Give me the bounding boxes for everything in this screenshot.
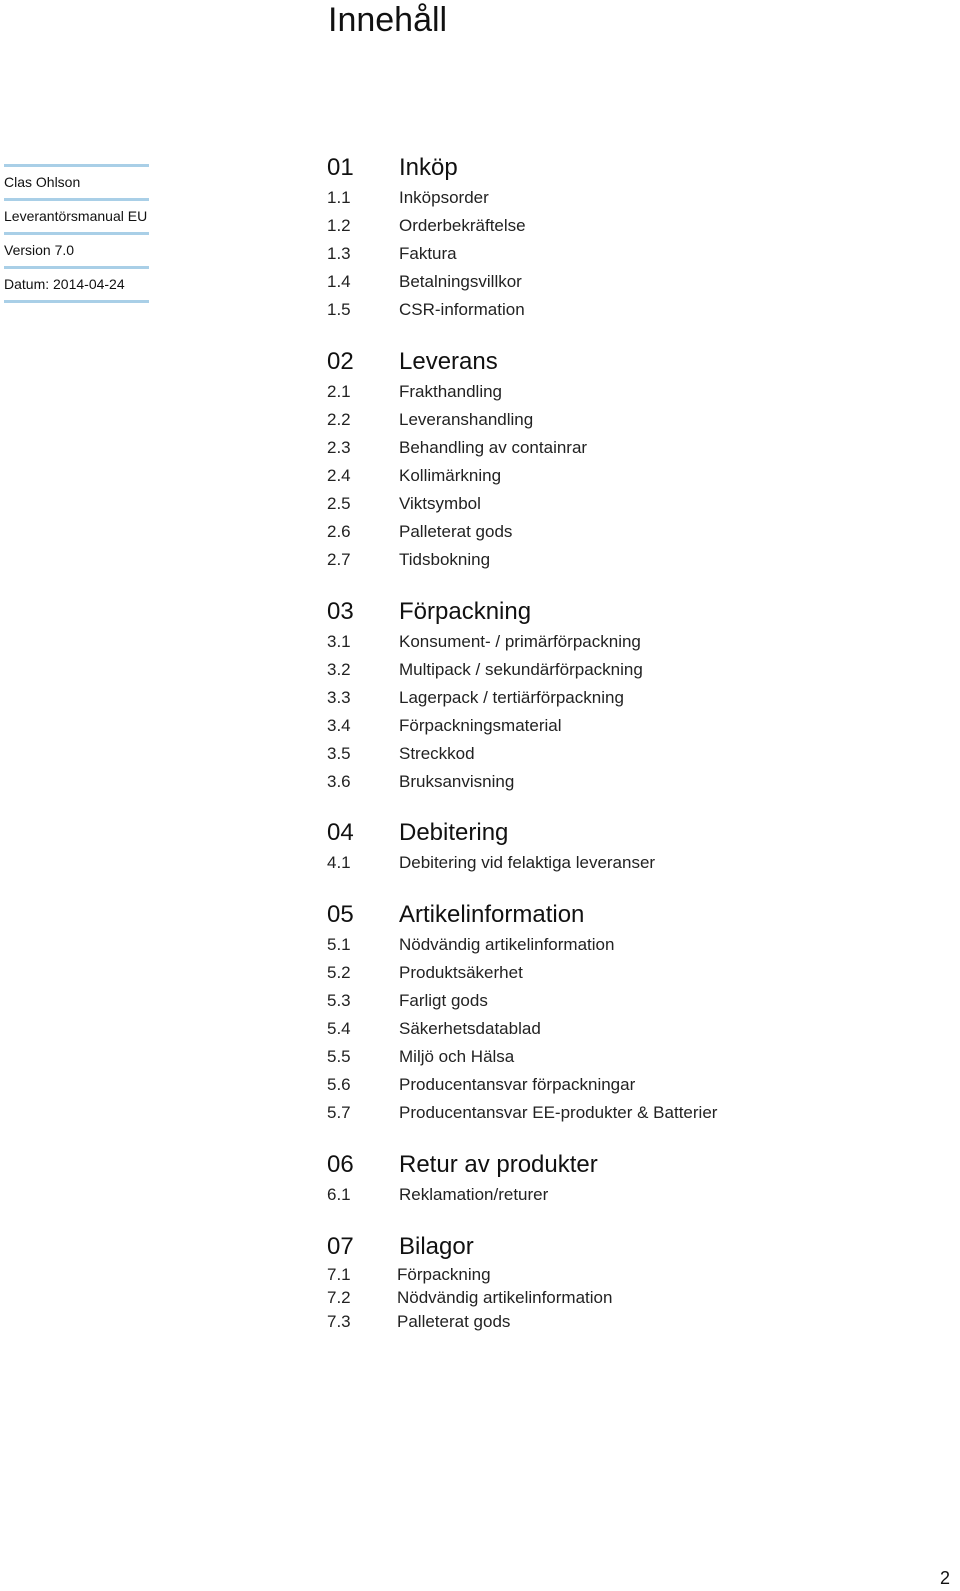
section-number: 06 [327, 1150, 354, 1178]
item-number: 1.2 [327, 216, 351, 235]
toc-item[interactable] [327, 1310, 947, 1334]
toc-item[interactable] [327, 987, 947, 1015]
toc-item[interactable] [327, 849, 947, 877]
section-title: Inköp [399, 154, 458, 181]
document-meta-sidebar [0, 164, 150, 303]
toc-section-heading[interactable] [327, 899, 947, 931]
item-number: 2.3 [327, 437, 351, 457]
item-number: 7.3 [327, 1311, 351, 1331]
section-number: 02 [327, 347, 354, 375]
toc-item[interactable] [327, 931, 947, 959]
toc-item[interactable] [327, 184, 947, 212]
item-number: 7.1 [327, 1264, 351, 1284]
item-number: 5.4 [327, 1019, 351, 1039]
section-number: 05 [327, 901, 354, 929]
toc-item[interactable] [327, 1181, 947, 1209]
item-label: Producentansvar EE-produkter & Batterier [399, 1103, 718, 1123]
toc-section-02 [327, 346, 947, 574]
item-label: Palleterat gods [397, 1311, 511, 1331]
item-label: Farligt gods [399, 991, 488, 1011]
toc-section-heading[interactable] [327, 817, 947, 849]
item-label: Streckkod [399, 743, 475, 763]
toc-section-06 [327, 1149, 947, 1209]
item-number: 5.6 [327, 1075, 351, 1095]
item-label: Betalningsvillkor [399, 272, 522, 291]
item-number: 2.7 [327, 549, 351, 569]
table-of-contents [327, 152, 947, 1355]
item-label: Nödvändig artikelinformation [399, 935, 615, 955]
item-label: Behandling av containrar [399, 437, 588, 457]
toc-item[interactable] [327, 656, 947, 684]
item-label: Frakthandling [399, 381, 503, 401]
item-label: Leveranshandling [399, 409, 534, 429]
section-number: 01 [327, 154, 354, 181]
item-label: Orderbekräftelse [399, 216, 526, 235]
toc-item[interactable] [327, 1263, 947, 1287]
meta-version: Version 7.0 [4, 242, 75, 258]
item-label: Bruksanvisning [399, 771, 515, 791]
toc-item[interactable] [327, 518, 947, 546]
toc-item[interactable] [327, 1043, 947, 1071]
meta-company: Clas Ohlson [4, 174, 81, 190]
item-label: Inköpsorder [399, 188, 489, 207]
item-number: 2.1 [327, 381, 351, 401]
page-title: Innehåll [328, 1, 448, 39]
meta-date: Datum: 2014-04-24 [4, 276, 125, 292]
item-label: Konsument- / primärförpackning [399, 631, 641, 651]
toc-item[interactable] [327, 268, 947, 296]
item-label: Debitering vid felaktiga leveranser [399, 853, 656, 873]
toc-section-04 [327, 817, 947, 877]
item-number: 7.2 [327, 1288, 351, 1308]
toc-section-heading[interactable] [327, 596, 947, 628]
item-label: Produktsäkerhet [399, 963, 523, 983]
item-label: Förpackningsmaterial [399, 715, 562, 735]
section-title: Retur av produkter [399, 1150, 598, 1178]
toc-item[interactable] [327, 212, 947, 240]
item-number: 5.2 [327, 963, 351, 983]
item-label: Producentansvar förpackningar [399, 1075, 636, 1095]
toc-item[interactable] [327, 959, 947, 987]
toc-section-heading[interactable] [327, 346, 947, 378]
toc-item[interactable] [327, 546, 947, 574]
item-label: Reklamation/returer [399, 1184, 549, 1204]
item-label: Multipack / sekundärförpackning [399, 659, 643, 679]
item-number: 1.1 [327, 188, 351, 207]
toc-section-07 [327, 1231, 947, 1334]
item-number: 2.6 [327, 521, 351, 541]
toc-section-01 [327, 152, 947, 324]
toc-item[interactable] [327, 712, 947, 740]
toc-item[interactable] [327, 434, 947, 462]
item-number: 2.2 [327, 409, 351, 429]
toc-item[interactable] [327, 490, 947, 518]
toc-item[interactable] [327, 1071, 947, 1099]
item-number: 3.5 [327, 743, 351, 763]
toc-item[interactable] [327, 768, 947, 796]
item-number: 3.4 [327, 715, 351, 735]
meta-divider [4, 300, 149, 303]
item-number: 4.1 [327, 853, 351, 873]
item-label: Faktura [399, 244, 457, 263]
toc-item[interactable] [327, 378, 947, 406]
item-number: 2.4 [327, 465, 351, 485]
item-number: 5.1 [327, 935, 351, 955]
item-number: 3.1 [327, 631, 351, 651]
section-title: Leverans [399, 347, 498, 375]
item-number: 1.4 [327, 272, 351, 291]
item-label: Tidsbokning [399, 549, 491, 569]
section-title: Artikelinformation [399, 901, 585, 929]
toc-section-03 [327, 596, 947, 796]
item-label: Palleterat gods [399, 521, 513, 541]
item-number: 3.6 [327, 771, 351, 791]
toc-section-heading[interactable] [327, 152, 947, 184]
item-number: 5.3 [327, 991, 351, 1011]
toc-section-05 [327, 899, 947, 1127]
section-number: 07 [327, 1232, 354, 1260]
toc-item[interactable] [327, 740, 947, 768]
toc-item[interactable] [327, 462, 947, 490]
item-number: 5.5 [327, 1047, 351, 1067]
section-title: Bilagor [399, 1232, 474, 1260]
toc-item[interactable] [327, 1015, 947, 1043]
section-title: Debitering [399, 819, 509, 847]
meta-manual: Leverantörsmanual EU [4, 208, 148, 224]
toc-item[interactable] [327, 406, 947, 434]
item-label: Miljö och Hälsa [399, 1047, 515, 1067]
item-number: 1.5 [327, 300, 351, 319]
item-label: Kollimärkning [399, 465, 502, 485]
item-label: Lagerpack / tertiärförpackning [399, 687, 624, 707]
item-number: 3.3 [327, 687, 351, 707]
toc-item[interactable] [327, 240, 947, 268]
item-number: 2.5 [327, 493, 351, 513]
item-number: 5.7 [327, 1103, 351, 1123]
toc-item[interactable] [327, 628, 947, 656]
item-label: Förpackning [397, 1264, 491, 1284]
toc-section-heading[interactable] [327, 1149, 947, 1181]
item-number: 1.3 [327, 244, 351, 263]
item-label: Nödvändig artikelinformation [397, 1288, 613, 1308]
item-label: Säkerhetsdatablad [399, 1019, 541, 1039]
item-label: Viktsymbol [399, 493, 481, 513]
section-number: 04 [327, 819, 354, 847]
item-number: 3.2 [327, 659, 351, 679]
section-title: Förpackning [399, 597, 532, 625]
section-number: 03 [327, 597, 354, 625]
toc-section-heading[interactable] [327, 1231, 947, 1263]
toc-item[interactable] [327, 684, 947, 712]
toc-item[interactable] [327, 1099, 947, 1127]
toc-item[interactable] [327, 296, 947, 324]
item-label: CSR-information [399, 300, 525, 319]
item-number: 6.1 [327, 1184, 351, 1204]
toc-item[interactable] [327, 1286, 947, 1310]
page-number: 2 [939, 1568, 950, 1588]
